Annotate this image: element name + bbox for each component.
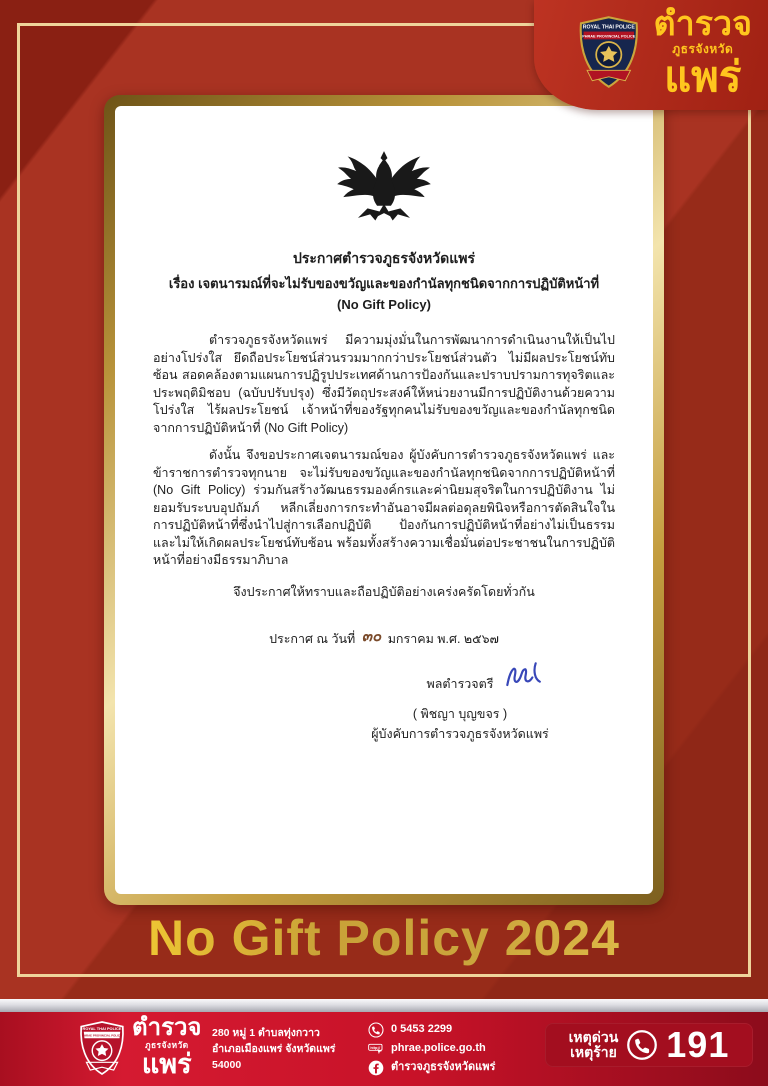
silver-divider: [0, 999, 768, 1012]
facebook-icon: [368, 1060, 384, 1076]
date-prefix: ประกาศ ณ วันที่: [269, 631, 356, 646]
emergency-number: 191: [666, 1024, 730, 1065]
svg-text:ROYAL THAI POLICE: ROYAL THAI POLICE: [82, 1026, 122, 1032]
corner-ribbon: [534, 0, 768, 110]
emergency-phone-icon: [627, 1030, 657, 1060]
banner-title: No Gift Policy 2024: [0, 906, 768, 970]
signature-block: [371, 674, 549, 744]
document-paragraph-2: ดังนั้น จึงขอประกาศเจตนารมณ์ของ ผู้บังคับการตำรวจภูธรจังหวัดแพร่ และข้าราชการตำรวจทุกนาย จะไม่รับของขวัญและของกำนัลทุกชนิดจากการปฏิบัติหน้าที่ (No Gift Policy) ร่วมกันสร้างวัฒนธรรมองค์กรและค่านิยมสุจริตในการปฏิบัติงาน ไม่ยอมรับระบบอุปถัมภ์ หลีกเลี่ยงการกระทำอันอาจมีผลต่อดุลยพินิจหรือการตัดสินใจในการปฏิบัติหน้าที่ซึ่งนำไปสู่การเลือกปฏิบัติ ป้องกันการปฏิบัติหน้าที่อย่างไม่เป็นธรรม และไม่ให้เกิดผลประโยชน์ทับซ้อน พร้อมทั้งสร้างความเชื่อมั่นต่อประชาชนในการปฏิบัติหน้าที่อย่างมีธรรมาภิบาล: [153, 448, 615, 567]
signer-rank: พลตำรวจตรี: [426, 676, 494, 691]
footer-logo-line2: ภูธรจังหวัด: [144, 1040, 189, 1050]
emergency-label: [569, 1030, 619, 1060]
svg-text:PHRAE PROVINCIAL POLICE: PHRAE PROVINCIAL POLICE: [82, 1033, 122, 1038]
website-icon: [368, 1041, 384, 1057]
emergency-label-line2: เหตุร้าย: [570, 1044, 617, 1060]
unit-logo-line1: ตำรวจ: [653, 4, 752, 43]
footer-logo-line1: ตำรวจ: [132, 1014, 202, 1041]
signer-name: ( พิชญา บุญขจร ): [412, 706, 508, 721]
signature-ink-icon: [499, 656, 549, 694]
signature-row: [427, 674, 494, 694]
unit-logo-line3: แพร่: [664, 52, 742, 100]
date-suffix: มกราคม พ.ศ. ๒๕๖๗: [387, 631, 499, 646]
address-line-2: อำเภอเมืองแพร่ จังหวัดแพร่: [212, 1043, 336, 1055]
emergency-box: [545, 1023, 753, 1067]
date-day-handwritten: ๓๐: [361, 627, 382, 645]
footer-contact: [368, 1020, 495, 1077]
footer-bar: [0, 1012, 768, 1086]
website-row: [368, 1039, 495, 1058]
phone-number: 0 5453 2299: [391, 1023, 453, 1035]
facebook-row: [368, 1058, 495, 1077]
facebook-page-name: ตำรวจภูธรจังหวัดแพร่: [391, 1061, 496, 1073]
address-line-3: 54000: [212, 1059, 242, 1071]
svg-text:http://: http://: [370, 1045, 381, 1050]
unit-logo-text: [653, 4, 752, 100]
svg-text:ROYAL THAI POLICE: ROYAL THAI POLICE: [582, 24, 635, 31]
document-date-line: [153, 626, 615, 650]
document-subject: เรื่อง เจตนารมณ์ที่จะไม่รับของขวัญและของกำนัลทุกชนิดจากการปฏิบัติหน้าที่: [168, 276, 600, 291]
footer-unit-logo: [132, 1016, 202, 1078]
phone-icon: [368, 1022, 384, 1038]
address-line-1: 280 หมู่ 1 ตำบลทุ่งกวาว: [212, 1027, 320, 1039]
emergency-label-line1: เหตุด่วน: [568, 1029, 619, 1045]
footer-logo-line3: แพร่: [141, 1048, 192, 1079]
police-badge-icon: [574, 12, 644, 92]
document-title: ประกาศตำรวจภูธรจังหวัดแพร่: [293, 250, 475, 266]
document-closing-line: จึงประกาศให้ทราบและถือปฏิบัติอย่างเคร่งครัดโดยทั่วกัน: [233, 584, 535, 599]
footer-police-badge-icon: [76, 1019, 128, 1077]
document-paragraph-1: ตำรวจภูธรจังหวัดแพร่ มีความมุ่งมั่นในการพัฒนาการดำเนินงานให้เป็นไปอย่างโปร่งใส ยึดถือประโยชน์ส่วนรวมมากกว่าประโยชน์ส่วนตัว ไม่มีผลประโยชน์ทับซ้อน สอดคล้องตามแผนการปฏิรูปประเทศด้านการป้องกันและปราบปรามการทุจริตและประพฤติมิชอบ (ฉบับปรับปรุง) ซึ่งมีวัตถุประสงค์ให้หน่วยงานมีการปฏิบัติงานด้วยความโปร่งใส ไร้ผลประโยชน์ เจ้าหน้าที่ของรัฐทุกคนไม่รับของขวัญและของกำนัลทุกชนิดจากการปฏิบัติหน้าที่ (No Gift Policy): [153, 333, 615, 435]
svg-text:PHRAE PROVINCIAL POLICE: PHRAE PROVINCIAL POLICE: [582, 34, 636, 39]
document-subtitle: (No Gift Policy): [337, 297, 431, 312]
footer-address: [212, 1025, 335, 1073]
document-paper: [115, 106, 653, 894]
signer-title: ผู้บังคับการตำรวจภูธรจังหวัดแพร่: [371, 726, 549, 741]
garuda-emblem-icon: [332, 146, 436, 236]
announcement-document: [104, 95, 664, 905]
phone-row: [368, 1020, 495, 1039]
unit-logo-line2: ภูธรจังหวัด: [672, 41, 734, 56]
website-url: phrae.police.go.th: [391, 1042, 486, 1054]
